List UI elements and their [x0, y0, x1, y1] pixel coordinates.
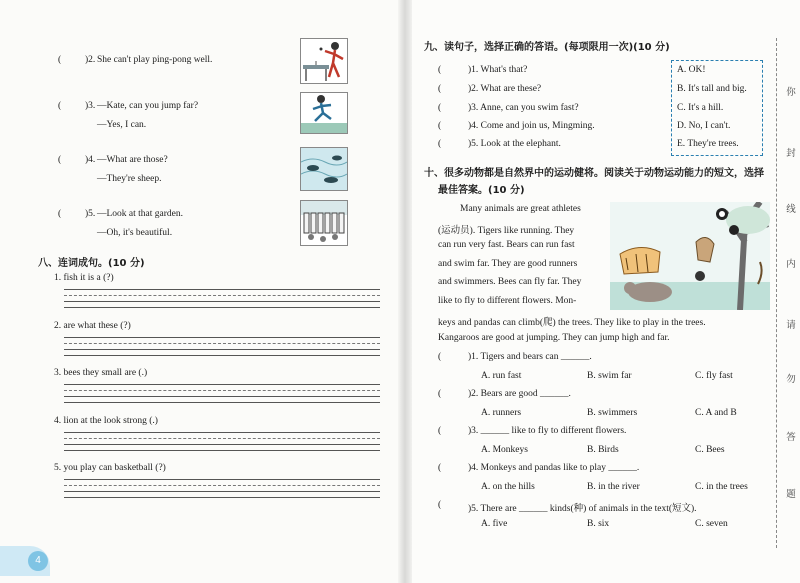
question: )4. Come and join us, Mingming. [468, 121, 595, 131]
option: A. runners [481, 408, 522, 418]
sentence-item: 1. fish it is a (?) [54, 273, 114, 283]
ping-pong-picture [300, 38, 348, 84]
answer-choices-box [671, 60, 763, 156]
option: B. Birds [587, 445, 619, 455]
item-number: )3. [85, 101, 96, 111]
section-9-heading: 九、读句子，选择正确的答语。(每项限用一次)(10 分) [424, 42, 670, 53]
passage-line: and swim far. They are good runners [438, 259, 578, 269]
passage-line: and swimmers. Bees can fly far. They [438, 277, 582, 287]
garden-picture [300, 200, 348, 246]
answer-option: D. No, I can't. [677, 121, 731, 131]
question-stem: )4. Monkeys and pandas like to play ______. [468, 463, 640, 473]
answer-paren[interactable]: ( [438, 426, 442, 436]
answer-option: C. It's a hill. [677, 103, 724, 113]
answer-paren[interactable]: ( [58, 155, 62, 165]
option: B. swimmers [587, 408, 638, 418]
question: )2. What are these? [468, 84, 542, 94]
item-line: —What are those? [97, 155, 168, 165]
question: )1. What's that? [468, 65, 528, 75]
option: C. seven [695, 519, 728, 529]
answer-paren[interactable]: ( [438, 352, 442, 362]
question-stem: )1. Tigers and bears can ______. [468, 352, 592, 362]
item-line: —Yes, I can. [97, 120, 147, 130]
question-stem: )5. There are ______ kinds(种) of animals in the text(短文). [468, 504, 697, 514]
answer-paren[interactable]: ( [438, 84, 442, 94]
sentence-item: 2. are what these (?) [54, 321, 131, 331]
binding-line [776, 38, 778, 548]
passage-line: Many animals are great athletes [460, 204, 581, 214]
option: A. Monkeys [481, 445, 528, 455]
item-line: —Kate, can you jump far? [97, 101, 199, 111]
answer-paren[interactable]: ( [438, 389, 442, 399]
item-line: —Oh, it's beautiful. [97, 228, 173, 238]
answer-paren[interactable]: ( [438, 139, 442, 149]
option: B. in the river [587, 482, 640, 492]
answer-paren[interactable]: ( [58, 209, 62, 219]
answer-paren[interactable]: ( [438, 65, 442, 75]
option: A. on the hills [481, 482, 535, 492]
page-number: 4 [28, 551, 48, 571]
item-number: )4. [85, 155, 96, 165]
answer-paren[interactable]: ( [58, 101, 62, 111]
option: A. run fast [481, 371, 522, 381]
item-line: —They're sheep. [97, 174, 162, 184]
side-char: 题 [786, 489, 796, 500]
jumping-picture [300, 92, 348, 134]
section-8-heading: 八、连词成句。(10 分) [38, 258, 145, 269]
passage-line: like to fly to different flowers. Mon- [438, 296, 577, 306]
answer-option: B. It's tall and big. [677, 84, 747, 94]
option: C. A and B [695, 408, 737, 418]
answer-paren[interactable]: ( [438, 500, 442, 510]
side-char: 你 [786, 87, 796, 98]
answer-paren[interactable]: ( [438, 463, 442, 473]
answer-option: A. OK! [677, 65, 706, 75]
passage-line: (运动员). Tigers like running. They [438, 226, 575, 236]
question: )3. Anne, can you swim fast? [468, 103, 579, 113]
side-char: 线 [786, 204, 796, 215]
writing-lines[interactable] [64, 427, 380, 451]
passage-line: keys and pandas can climb(爬) the trees. They like to play in the trees. [438, 318, 706, 328]
side-char: 内 [786, 259, 796, 270]
writing-lines[interactable] [64, 379, 380, 403]
answer-option: E. They're trees. [677, 139, 739, 149]
sentence-item: 3. bees they small are (.) [54, 368, 148, 378]
book-gutter [398, 0, 412, 583]
item-line: —Look at that garden. [97, 209, 184, 219]
item-line: She can't play ping-pong well. [97, 55, 213, 65]
item-number: )2. [85, 55, 96, 65]
option: C. Bees [695, 445, 725, 455]
passage-line: Kangaroos are good at jumping. They can jump high and far. [438, 333, 670, 343]
side-char: 请 [786, 320, 796, 331]
sentence-item: 4. lion at the look strong (.) [54, 416, 158, 426]
section-10-heading-cont: 最佳答案。(10 分) [438, 185, 525, 196]
item-number: )5. [85, 209, 96, 219]
question: )5. Look at the elephant. [468, 139, 561, 149]
side-char: 封 [786, 148, 796, 159]
animals-picture [610, 202, 770, 310]
option: B. swim far [587, 371, 632, 381]
option: C. fly fast [695, 371, 733, 381]
sentence-item: 5. you play can basketball (?) [54, 463, 166, 473]
option: C. in the trees [695, 482, 748, 492]
question-stem: )3. ______ like to fly to different flowers. [468, 426, 627, 436]
writing-lines[interactable] [64, 332, 380, 356]
answer-paren[interactable]: ( [438, 121, 442, 131]
section-10-heading: 十、很多动物都是自然界中的运动健将。阅读关于动物运动能力的短文，选择 [424, 168, 764, 179]
option: A. five [481, 519, 508, 529]
side-char: 答 [786, 432, 796, 443]
passage-line: can run very fast. Bears can run fast [438, 240, 575, 250]
sheep-picture [300, 147, 348, 191]
writing-lines[interactable] [64, 474, 380, 498]
question-stem: )2. Bears are good ______. [468, 389, 571, 399]
option: B. six [587, 519, 610, 529]
writing-lines[interactable] [64, 284, 380, 308]
answer-paren[interactable]: ( [438, 103, 442, 113]
answer-paren[interactable]: ( [58, 55, 62, 65]
side-char: 勿 [786, 374, 796, 385]
